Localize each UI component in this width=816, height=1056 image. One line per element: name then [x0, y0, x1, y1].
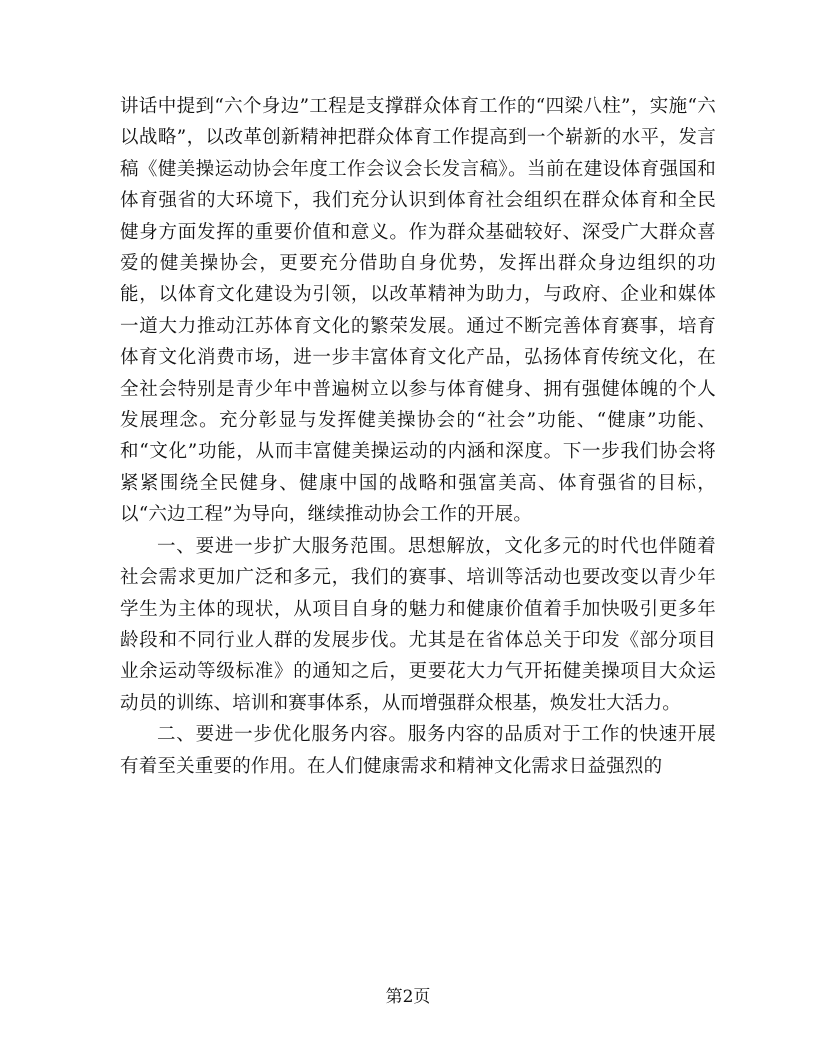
paragraph-section-two: 二、要进一步优化服务内容。服务内容的品质对于工作的快速开展有着至关重要的作用。在人们健康需求和精神文化需求日益强烈的 — [120, 724, 716, 777]
page-number: 第2页 — [385, 987, 431, 1007]
document-body — [120, 91, 716, 782]
paragraph-section-one: 一、要进一步扩大服务范围。思想解放，文化多元的时代也伴随着社会需求更加广泛和多元，我们的赛事、培训等活动也要改变以青少年学生为主体的现状，从项目自身的魅力和健康价值着手加快吸引更多年龄段和不同行业人群的发展步伐。尤其是在省体总关于印发《部分项目业余运动等级标准》的通知之后，更要花大力气开拓健美操项目大众运动员的训练、培训和赛事体系，从而增强群众根基，焕发壮大活力。 — [120, 535, 716, 714]
paragraph-intro: 讲话中提到“六个身边”工程是支撑群众体育工作的“四梁八柱”，实施“六以战略”，以改革创新精神把群众体育工作提高到一个崭新的水平，发言稿《健美操运动协会年度工作会议会长发言稿》。当前在建设体育强国和体育强省的大环境下，我们充分认识到体育社会组织在群众体育和全民健身方面发挥的重要价值和意义。作为群众基础较好、深受广大群众喜爱的健美操协会，更要充分借助自身优势，发挥出群众身边组织的功能，以体育文化建设为引领，以改革精神为助力，与政府、企业和媒体一道大力推动江苏体育文化的繁荣发展。通过不断完善体育赛事，培育体育文化消费市场，进一步丰富体育文化产品，弘扬体育传统文化，在全社会特别是青少年中普遍树立以参与体育健身、拥有强健体魄的个人发展理念。充分彰显与发挥健美操协会的“社会”功能、“健康”功能、和“文化”功能，从而丰富健美操运动的内涵和深度。下一步我们协会将紧紧围绕全民健身、健康中国的战略和强富美高、体育强省的目标，以“六边工程”为导向，继续推动协会工作的开展。 — [120, 96, 716, 526]
